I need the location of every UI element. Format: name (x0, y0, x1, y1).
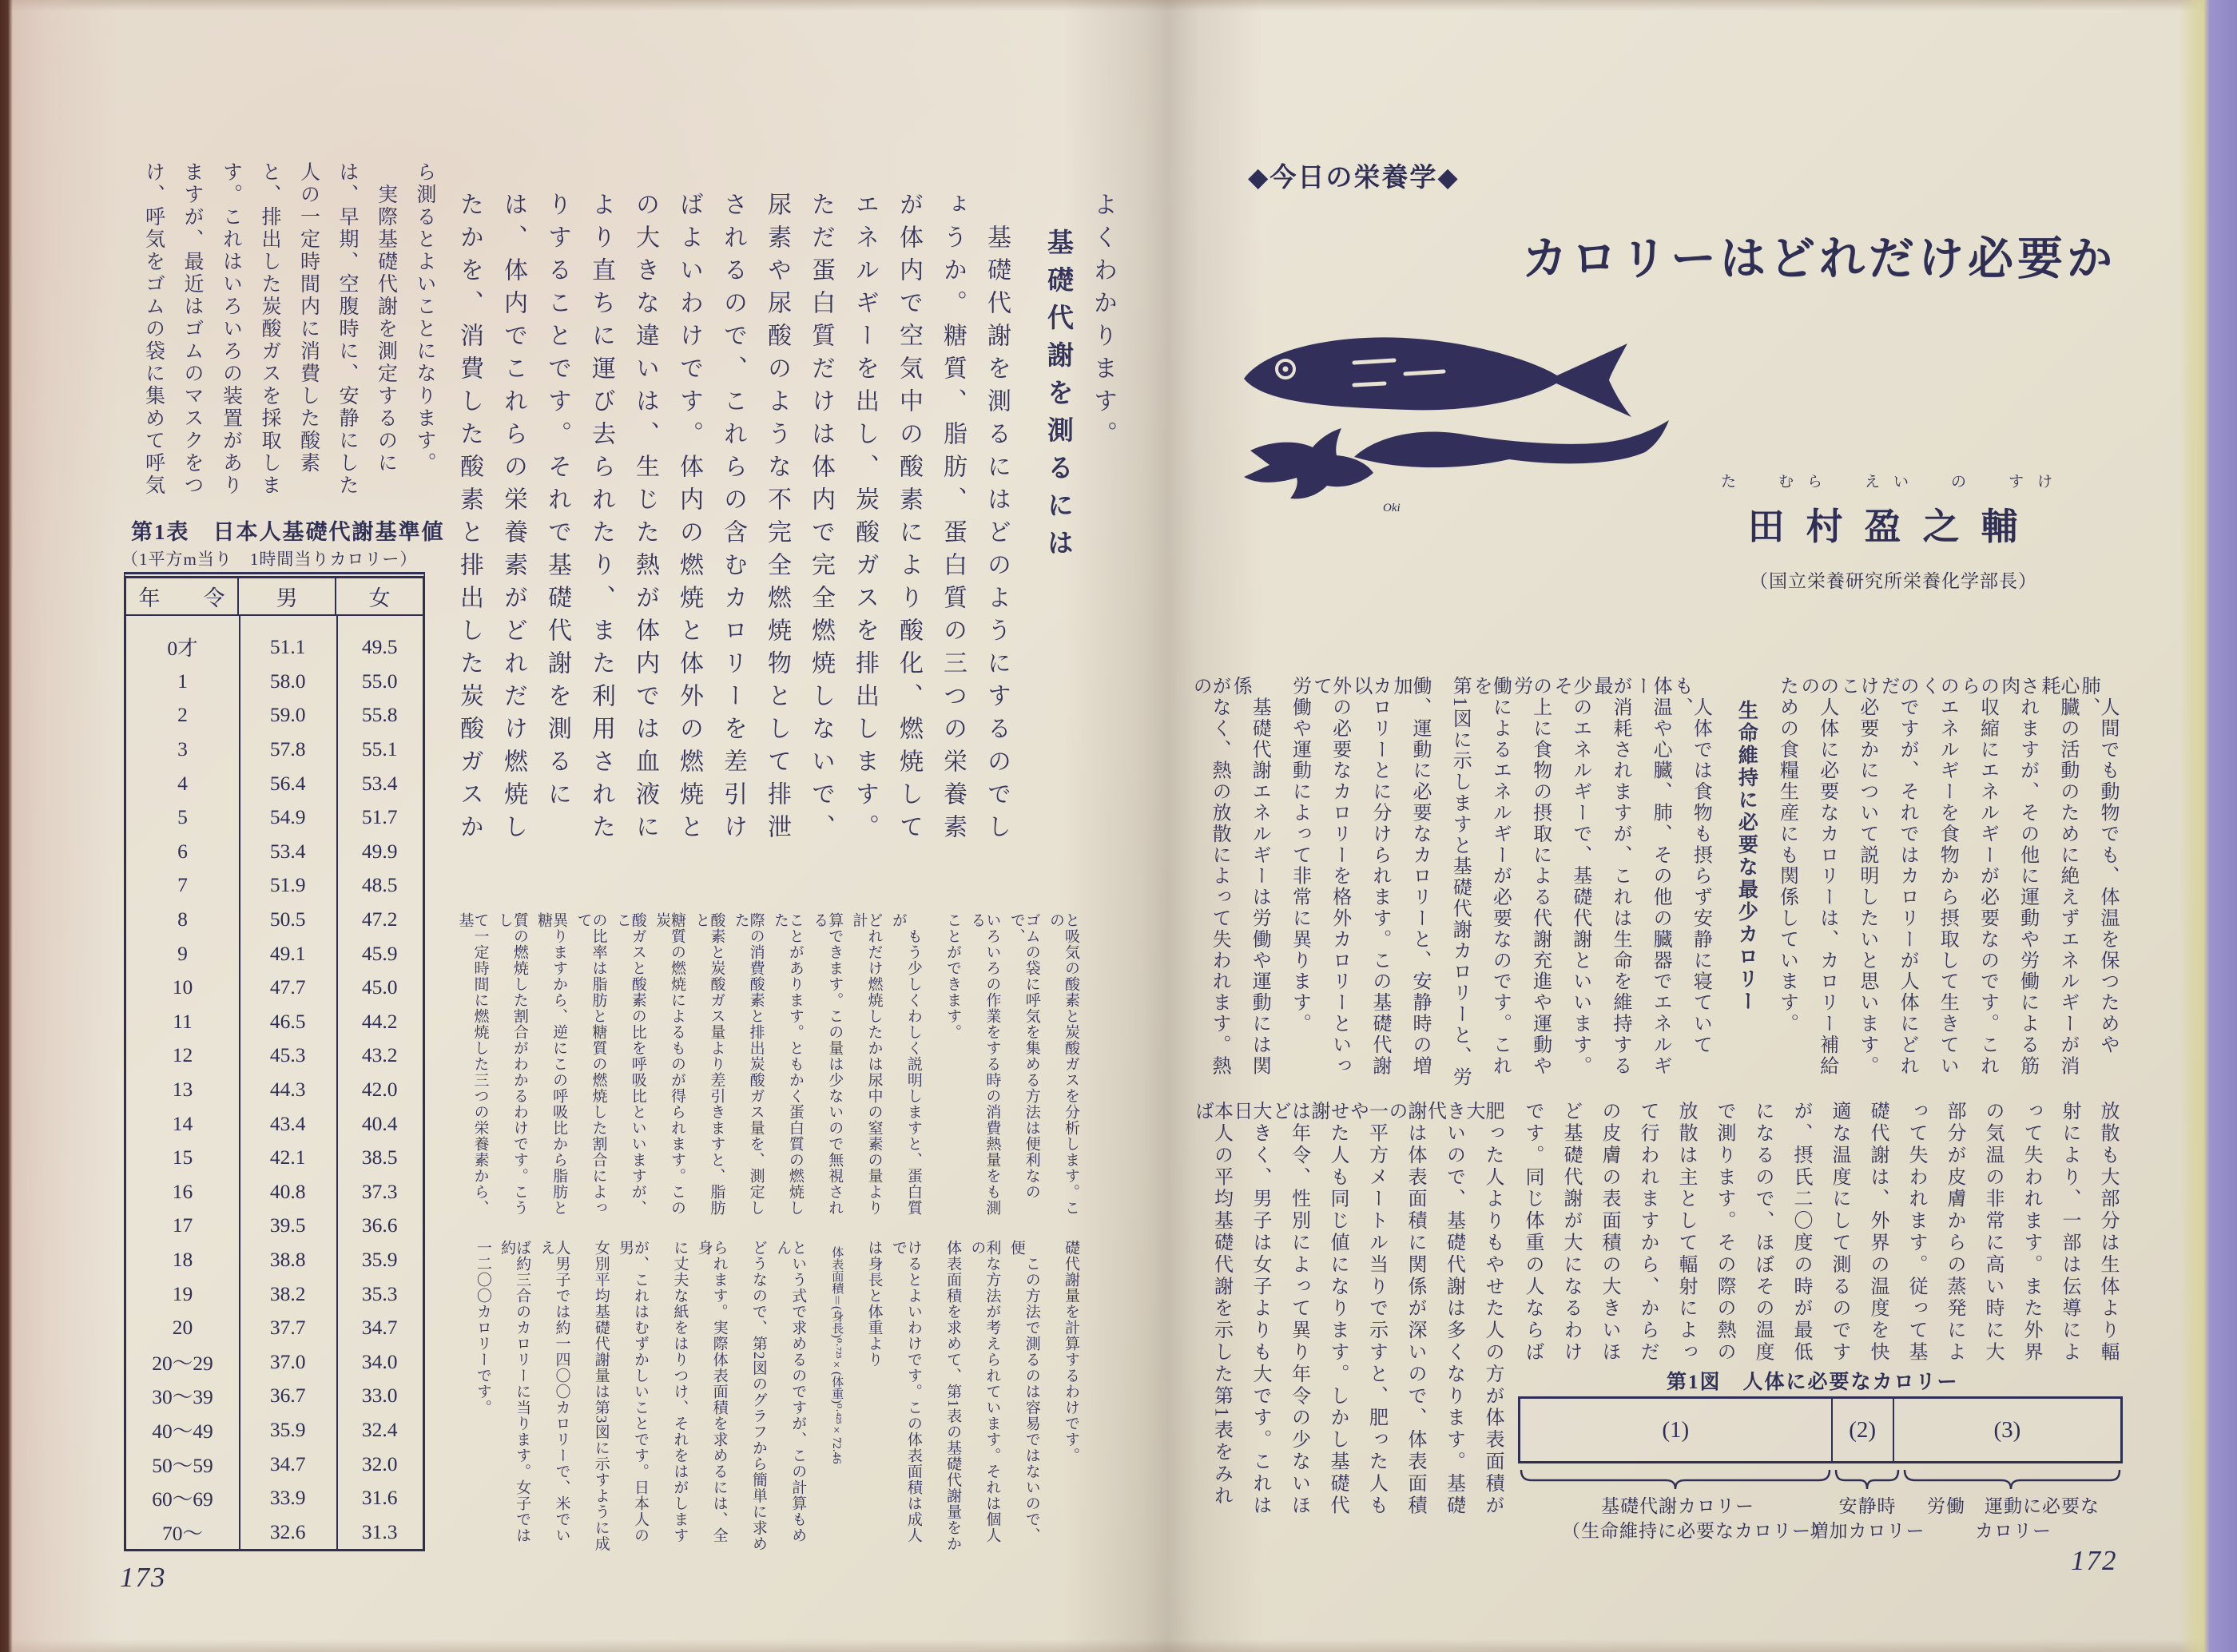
text-column: きいので、基礎代謝は多くなります。基礎代 (1424, 1101, 1464, 1517)
cell-male: 40.8 (269, 1179, 306, 1203)
table-body (126, 616, 423, 1549)
text-column: は、体内でこれらの栄養素がどれだけ燃焼し (500, 192, 526, 847)
text-column: て一定時間に燃焼した三つの栄養素から、基 (456, 912, 489, 1216)
table-header-row (126, 578, 423, 616)
cell-age: 5 (177, 805, 188, 829)
text-column: カロリーとに分けられます。この基礎代謝以 (1349, 676, 1390, 1077)
text-column: たかを、消費した酸素と排出した炭酸ガスか (456, 192, 483, 847)
cell-age: 3 (177, 737, 188, 761)
table-row (126, 971, 423, 1005)
text-column: 基礎代謝を測るには (1043, 228, 1072, 566)
table-row (126, 1481, 423, 1515)
cell-age: 13 (172, 1078, 193, 1102)
text-column: ゴムの袋に呼気を集める方法は便利なので、 (1007, 912, 1040, 1200)
table-row (126, 1209, 423, 1243)
cell-female: 51.7 (361, 805, 398, 829)
cell-male: 36.7 (269, 1384, 306, 1408)
text-column: より直ちに運び去られたり、また利用された (588, 192, 614, 847)
text-column: 利な方法が考えられています。それは個人の (968, 1240, 1001, 1543)
cell-age: 0才 (167, 637, 198, 661)
cell-female: 40.4 (361, 1111, 398, 1135)
text-column: りすることです。それで基礎代謝を測るに (544, 192, 570, 814)
text-column: 働によるエネルギーが必要なのです。これを (1470, 676, 1511, 1077)
cell-age: 6 (177, 839, 188, 863)
text-column: られます。実際体表面積を求めるには、全身 (695, 1240, 728, 1543)
table-header-male: 男 (239, 578, 336, 614)
text-column: は、早期、空腹時に、安静にした (336, 161, 358, 497)
left-band3-columns (446, 1240, 1079, 1553)
table-row (126, 1175, 423, 1209)
cell-male: 34.7 (269, 1451, 306, 1475)
article-title: カロリーはどれだけ必要か (1522, 234, 2116, 284)
cell-age: 4 (177, 771, 188, 795)
text-column: 人の一定時間内に消費した酸素 (297, 161, 320, 475)
text-column: 本人の平均基礎代謝を示した第1表をみれば (1191, 1101, 1232, 1507)
cell-female: 55.1 (361, 737, 398, 761)
text-column: どれだけ燃焼したかは尿中の窒素の量より計 (850, 912, 883, 1216)
cell-age: 16 (172, 1179, 193, 1203)
text-column: の気温の非常に高い時に大 (1982, 1101, 2003, 1364)
cell-male: 42.1 (269, 1146, 306, 1170)
text-column: と、排出した炭酸ガスを採取しま (259, 161, 280, 497)
table-title: 第1表 日本人基礎代謝基準値 (131, 520, 445, 544)
text-column: が、摂氏二〇度の時が最低 (1790, 1101, 1811, 1364)
cell-female: 35.3 (361, 1281, 398, 1305)
cell-female: 34.0 (361, 1349, 398, 1373)
cell-male: 56.4 (269, 771, 306, 795)
cell-female: 32.4 (361, 1417, 398, 1441)
cell-male: 58.0 (269, 669, 306, 693)
text-column: ょうか。糖質、脂肪、蛋白質の三つの栄養素 (940, 192, 966, 847)
table-row (126, 1344, 423, 1379)
cell-male: 51.9 (269, 873, 306, 897)
text-column: け必要かについて説明したいと思います。こ (1837, 676, 1877, 1077)
figure-section-2: (2) (1833, 1399, 1894, 1461)
table-row (126, 1379, 423, 1413)
text-column: 基礎代謝を測るにはどのようにするのでし (983, 192, 1010, 847)
cell-female: 31.3 (361, 1519, 398, 1543)
table-divider (336, 616, 338, 1549)
table-row (126, 903, 423, 937)
text-column: です。同じ体重の人ならば (1522, 1101, 1543, 1364)
text-column: のですが、それではカロリーが人体にどれだ (1877, 676, 1918, 1077)
figure-braces (1518, 1467, 2123, 1491)
figure-section-3: (3) (1993, 1416, 2021, 1443)
figure-label-2: 安静時 増加カロリー (1810, 1496, 1925, 1542)
cell-age: 30〜39 (152, 1385, 213, 1409)
text-column: ば約三合のカロリーに当ります。女子では約 (499, 1240, 531, 1543)
text-column: 労働や運動によって非常に異ります。 (1289, 676, 1310, 1034)
text-column: ど基礎代謝が大になるわけ (1560, 1101, 1581, 1364)
cell-age: 20 (172, 1316, 193, 1340)
cell-male: 51.1 (269, 635, 306, 659)
cell-male: 53.4 (269, 839, 306, 863)
text-column: されますが、その他に運動や労働による筋肉 (1997, 676, 2038, 1077)
text-column: で測ります。その際の熱の (1714, 1101, 1734, 1364)
cell-female: 32.0 (361, 1451, 398, 1475)
cell-male: 38.8 (269, 1247, 306, 1271)
text-column: って失われます。また外界 (2020, 1101, 2041, 1364)
cell-age: 20〜29 (152, 1351, 213, 1375)
table-row (126, 868, 423, 903)
cell-male: 43.4 (269, 1111, 306, 1135)
text-column: 糖質の燃焼によるものが得られます。この炭 (654, 912, 686, 1216)
text-column: ための食糧生産にも関係しています。 (1776, 676, 1798, 1034)
table-subtitle: （1平方m当り 1時間当りカロリー） (121, 550, 418, 569)
cell-male: 47.7 (269, 975, 306, 999)
cell-male: 57.8 (269, 737, 306, 761)
cell-male: 45.3 (269, 1043, 306, 1067)
cell-female: 48.5 (361, 873, 398, 897)
table-row (126, 733, 423, 767)
text-column: 酸ガスと酸素の比を呼吸比といいますが、こ (614, 912, 646, 1216)
table-row (126, 936, 423, 971)
cell-female: 31.6 (361, 1486, 398, 1510)
cell-age: 40〜49 (152, 1419, 213, 1443)
cell-male: 32.6 (269, 1519, 306, 1543)
text-column: 適な温度にして測るのです (1829, 1101, 1850, 1364)
cell-age: 18 (172, 1247, 193, 1271)
cell-age: 12 (172, 1043, 193, 1067)
table-row (126, 1447, 423, 1481)
cell-female: 49.5 (361, 635, 398, 659)
cell-female: 49.9 (361, 839, 398, 863)
left-band1-columns (447, 192, 1115, 880)
cell-female: 47.2 (361, 907, 398, 931)
figure-bar (1518, 1396, 2123, 1463)
text-column: 働、運動に必要なカロリーと、安静時の増加 (1390, 676, 1430, 1077)
text-column: 謝は体表面積に関係が深いので、体表面積の (1385, 1101, 1425, 1517)
cell-age: 17 (172, 1213, 193, 1237)
text-column: ただ蛋白質だけは体内で完全燃焼しないで、 (808, 192, 834, 847)
table-row (126, 1141, 423, 1175)
basal-metabolism-table (124, 572, 425, 1551)
text-column: 大きく、男子は女子よりも大です。これは日 (1230, 1101, 1270, 1517)
text-column: て行われますから、からだ (1637, 1101, 1658, 1364)
cell-age: 10 (172, 975, 193, 999)
text-column: 肥った人よりもやせた人の方が体表面積が大 (1463, 1101, 1503, 1517)
cell-female: 53.4 (361, 771, 398, 795)
text-column: 体表面積を求めて、第1表の基礎代謝量をか (944, 1240, 962, 1552)
artist-signature: Oki (1383, 502, 1401, 514)
text-column: 生命維持に必要な最少カロリー (1735, 700, 1758, 1013)
fish-illustration (1234, 329, 1682, 521)
text-column: という式で求めるのですが、この計算もめん (774, 1240, 807, 1543)
text-column: 体温や心臓、肺、その他の臓器でエネルギー (1631, 676, 1671, 1077)
text-column: は年令、性別によって異り年令の少ないほど (1269, 1101, 1309, 1517)
cell-male: 49.1 (269, 941, 306, 965)
table-row (126, 1413, 423, 1447)
text-column: の収縮にエネルギーが必要なのです。これら (1957, 676, 1998, 1077)
cell-male: 50.5 (269, 907, 306, 931)
figure-caption: 第1図 人体に必要なカロリー (1667, 1372, 1959, 1393)
cell-age: 8 (177, 907, 188, 931)
table-header-female: 女 (368, 586, 391, 610)
text-column: になるので、ほぼその温度 (1752, 1101, 1773, 1364)
section-kicker: ◆今日の栄養学◆ (1248, 162, 1460, 192)
cell-female: 55.8 (361, 703, 398, 727)
text-column: 体表面積＝(身長)⁰·⁷²⁵×(体重)⁰·⁴²⁵×72.46 (830, 1246, 844, 1464)
text-column: 一平方メートル当りで示すと、肥った人もや (1346, 1101, 1387, 1517)
cell-female: 38.5 (361, 1146, 398, 1170)
cell-female: 45.0 (361, 975, 398, 999)
table-row (126, 630, 423, 665)
text-column: 射により、一部は伝導によ (2059, 1101, 2080, 1364)
text-column: 一二〇〇カロリーです。 (474, 1240, 491, 1416)
cell-female: 44.2 (361, 1009, 398, 1033)
cell-age: 50〜59 (152, 1453, 213, 1477)
left-strip-columns (121, 161, 435, 503)
text-column: 女別平均基礎代謝量は第3図に示すように成 (592, 1240, 610, 1552)
cell-female: 37.3 (361, 1179, 398, 1203)
text-column: されるので、これらの含むカロリーを差引け (720, 192, 746, 847)
text-column: けるとよいわけです。この体表面積は成人で (889, 1240, 922, 1543)
text-column: が体内で空気中の酸素により酸化、燃焼して (896, 192, 922, 847)
text-column: がなく、熱の放散によって失われます。熱の (1190, 676, 1230, 1077)
cell-male: 46.5 (269, 1009, 306, 1033)
cell-age: 19 (172, 1281, 193, 1305)
table-row (126, 1277, 423, 1311)
table-row (126, 1073, 423, 1107)
text-column: ばよいわけです。体内の燃焼と体外の燃焼と (676, 192, 702, 847)
cell-male: 37.0 (269, 1349, 306, 1373)
text-column: 放散も大部分は生体より輻 (2097, 1101, 2118, 1364)
cell-age: 14 (172, 1111, 193, 1135)
text-column: 人男子では約一四〇〇カロリーで、米でいえ (538, 1240, 570, 1543)
fish-art (1234, 329, 1682, 521)
right-band2-full-columns (1190, 1101, 1502, 1526)
table-row (126, 800, 423, 835)
text-column: 尿素や尿酸のような不完全燃焼物として排泄 (764, 192, 790, 847)
text-column: の人体に必要なカロリーは、カロリー補給の (1797, 676, 1838, 1077)
table-row (126, 835, 423, 869)
text-column: け、呼気をゴムの袋に集めて呼気 (142, 161, 165, 497)
text-column: ら測るとよいことになります。 (414, 161, 435, 475)
text-column: 礎代謝量を計算するわけです。 (1063, 1240, 1079, 1463)
text-column: 部分が皮膚からの蒸発によ (1944, 1101, 1965, 1364)
cell-male: 37.7 (269, 1316, 306, 1340)
page-number-right: 172 (2071, 1545, 2118, 1576)
text-column: 酸素と炭酸ガス量より差引きますと、脂肪と (693, 912, 725, 1216)
cell-age: 7 (177, 873, 188, 897)
table-row (126, 1243, 423, 1277)
cell-age: 9 (177, 941, 188, 965)
table-row (126, 698, 423, 733)
table-divider (239, 616, 240, 1549)
cell-female: 42.0 (361, 1078, 398, 1102)
text-column: いろいろの作業をする時の消費熱量をも測る (968, 912, 1001, 1216)
text-column: どうなので、第2図のグラフから簡単に求め (749, 1240, 767, 1552)
text-column: もう少しくわしく説明しますと、蛋白質が (889, 912, 922, 1216)
cell-female: 35.9 (361, 1247, 398, 1271)
cell-female: 36.6 (361, 1213, 398, 1237)
table-row (126, 766, 423, 800)
cell-male: 39.5 (269, 1213, 306, 1237)
text-column: は身長と体重より (865, 1240, 883, 1368)
text-column: ことができます。 (944, 912, 962, 1040)
text-column: エネルギーを出し、炭酸ガスを排出します。 (852, 192, 878, 847)
text-column: 人体では食物も摂らず安静に寝ていても、 (1671, 676, 1711, 1056)
text-column: 少のエネルギーで、基礎代謝といいます。そ (1550, 676, 1591, 1077)
text-column: この方法で測るのは容易ではないので、便 (1007, 1240, 1040, 1543)
table-row (126, 1106, 423, 1141)
text-column: 質の燃焼した割合がわかるわけです。こうし (495, 912, 528, 1216)
table-header-age: 年 令 (126, 578, 239, 614)
cell-male: 38.2 (269, 1281, 306, 1305)
text-column: の皮膚の表面積の大きいほ (1599, 1101, 1619, 1364)
author-name: 田村盈之輔 (1747, 506, 2040, 547)
cell-age: 60〜69 (152, 1487, 213, 1511)
text-column: 外の必要なカロリーを格外カロリーといって (1309, 676, 1350, 1077)
right-band2-short-columns (1502, 1101, 2117, 1369)
text-column: 基礎代謝エネルギーは労働や運動には関係 (1230, 676, 1270, 1077)
cell-age: 11 (173, 1009, 193, 1033)
text-column: す。これはいろいろの装置があり (220, 161, 242, 497)
cell-male: 59.0 (269, 703, 306, 727)
cell-female: 43.2 (361, 1043, 398, 1067)
text-column: の大きな違いは、生じた熱が体内では血液に (632, 192, 658, 847)
page-number-left: 173 (120, 1562, 167, 1593)
text-column: 心臓の活動のために絶えずエネルギーが消耗 (2037, 676, 2078, 1077)
cell-female: 45.9 (361, 941, 398, 965)
cell-female: 34.7 (361, 1316, 398, 1340)
text-column: 礎代謝は、外界の温度を快 (1867, 1101, 1888, 1364)
text-column: 際の消費酸素と排出炭酸ガス量を、測定した (732, 912, 765, 1216)
text-column: が消耗されますが、これは生命を維持する最 (1590, 676, 1631, 1077)
cell-male: 33.9 (269, 1486, 306, 1510)
table-row (126, 665, 423, 699)
text-column: 算できます。この量は少ないので無視される (811, 912, 844, 1216)
figure-label-3: 労働 運動に必要な カロリー (1927, 1496, 2100, 1542)
cell-age: 70〜 (161, 1521, 203, 1545)
text-column: と吸気の酸素と炭酸ガスを分析します。この (1047, 912, 1079, 1216)
cell-age: 2 (177, 703, 188, 727)
author-furigana: た むら えい の すけ (1720, 474, 2066, 490)
table-row (126, 1005, 423, 1039)
text-column: 第1図に示しますと基礎代謝カロリーと、労 (1449, 676, 1471, 1088)
text-column: に丈夫な紙をはりつけ、それをはがします (671, 1240, 689, 1543)
text-column: の上に食物の摂取による代謝充進や運動や労 (1510, 676, 1551, 1077)
text-column: の比率は脂肪と糖質の燃焼した割合によって (574, 912, 607, 1216)
cell-age: 15 (172, 1146, 193, 1170)
text-column: 実際基礎代謝を測定するのに (375, 161, 397, 475)
table-row (126, 1311, 423, 1345)
text-column: 異りますから、逆にこの呼吸比から脂肪と糖 (535, 912, 568, 1216)
table-row (126, 1515, 423, 1549)
figure-section-1: (1) (1520, 1399, 1833, 1461)
author-block (1718, 470, 2069, 593)
cell-male: 54.9 (269, 805, 306, 829)
text-column: 人間でも動物でも、体温を保つためや肺、 (2078, 676, 2118, 1056)
text-column: せた人も同じ値になります。しかし基礎代謝 (1308, 1101, 1348, 1517)
cell-age: 1 (177, 669, 188, 693)
text-column: ことがあります。ともかく蛋白質の燃焼した (771, 912, 804, 1216)
text-column: って失われます。従って基 (1905, 1101, 1926, 1364)
text-column: のエネルギーを食物から摂取して生きていく (1917, 676, 1958, 1077)
cell-female: 55.0 (361, 669, 398, 693)
text-column: 放散は主として輻射によっ (1675, 1101, 1696, 1364)
cell-male: 44.3 (269, 1078, 306, 1102)
text-column: が、これはむずかしいことです。日本人の男 (617, 1240, 650, 1543)
cell-male: 35.9 (269, 1417, 306, 1441)
author-affiliation: （国立栄養研究所栄養化学部長） (1750, 571, 2037, 591)
left-band2-columns (446, 912, 1079, 1225)
text-column: ますが、最近はゴムのマスクをつ (181, 161, 203, 497)
right-band1-columns (1192, 676, 2117, 1088)
cell-female: 33.0 (361, 1384, 398, 1408)
figure-label-1: 基礎代謝カロリー （生命維持に必要なカロリー） (1562, 1496, 1830, 1542)
text-column: よくわかります。 (1090, 192, 1116, 454)
table-row (126, 1038, 423, 1073)
